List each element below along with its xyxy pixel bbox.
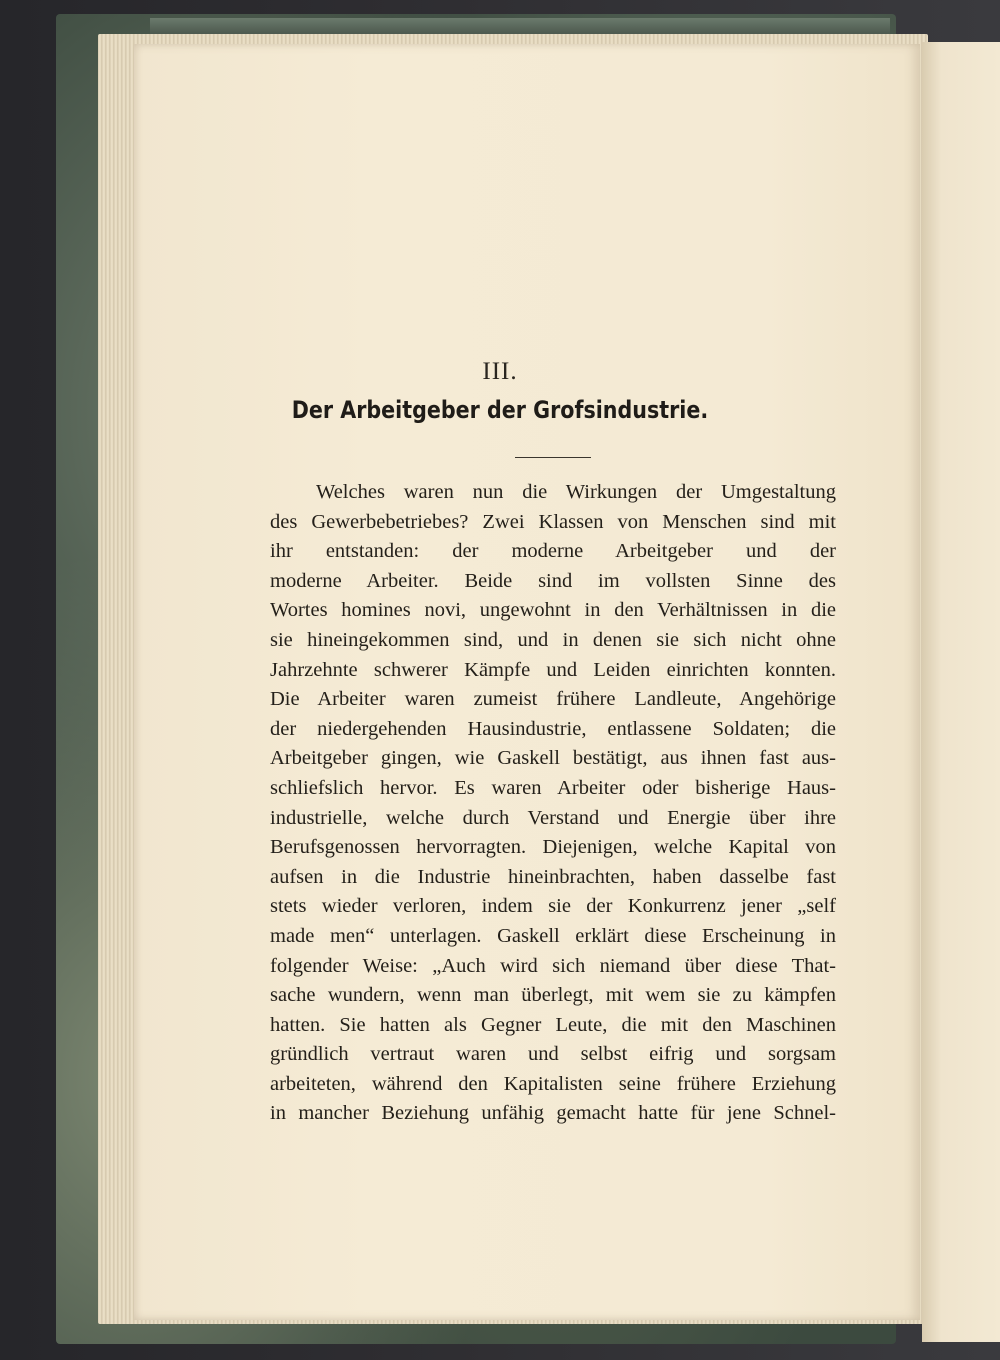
text-line: arbeiteten, während den Kapitalisten seine frühere Erziehung xyxy=(270,1072,836,1095)
text-line: Die Arbeiter waren zumeist frühere Landleute, Angehörige xyxy=(270,688,836,711)
text-line: industrielle, welche durch Verstand und Energie über ihre xyxy=(270,806,836,829)
text-line: moderne Arbeiter. Beide sind im vollsten Sinne des xyxy=(270,569,836,592)
text-line: Berufsgenossen hervorragten. Diejenigen, welche Kapital von xyxy=(270,836,836,859)
text-line: hatten. Sie hatten als Gegner Leute, die mit den Maschinen xyxy=(270,1013,836,1036)
text-line: der niedergehenden Hausindustrie, entlassene Soldaten; die xyxy=(270,717,836,740)
facing-page-edge xyxy=(922,42,1000,1342)
text-line: sache wundern, wenn man überlegt, mit wem sie zu kämpfen xyxy=(270,984,836,1007)
text-line: aufsen in die Industrie hineinbrachten, haben dasselbe fast xyxy=(270,865,836,888)
text-line: des Gewerbebetriebes? Zwei Klassen von Menschen sind mit xyxy=(270,510,836,533)
text-line: sie hineingekommen sind, und in denen sie sich nicht ohne xyxy=(270,628,836,651)
text-line: made men“ unterlagen. Gaskell erklärt diese Erscheinung in xyxy=(270,924,836,947)
text-line: Welches waren nun die Wirkungen der Umgestaltung xyxy=(316,481,836,503)
text-line: ihr entstanden: der moderne Arbeitgeber und der xyxy=(270,540,836,563)
text-line: Arbeitgeber gingen, wie Gaskell bestätigt, aus ihnen fast aus- xyxy=(270,747,836,770)
body-paragraph xyxy=(270,478,836,1129)
text-line: Jahrzehnte schwerer Kämpfe und Leiden einrichten konnten. xyxy=(270,658,836,681)
text-line: stets wieder verloren, indem sie der Konkurrenz jener „self xyxy=(270,895,836,918)
text-line: folgender Weise: „Auch wird sich niemand über diese That- xyxy=(270,954,836,977)
title-divider xyxy=(515,457,591,458)
chapter-title: Der Arbeitgeber der Grofsindustrie. xyxy=(291,396,709,424)
text-line: gründlich vertraut waren und selbst eifrig und sorgsam xyxy=(270,1043,836,1066)
chapter-number: III. xyxy=(482,358,518,385)
text-line: schliefslich hervor. Es waren Arbeiter oder bisherige Haus- xyxy=(270,776,836,799)
text-line: in mancher Beziehung unfähig gemacht hatte für jene Schnel- xyxy=(270,1102,836,1125)
text-line: Wortes homines novi, ungewohnt in den Verhältnissen in die xyxy=(270,599,836,622)
